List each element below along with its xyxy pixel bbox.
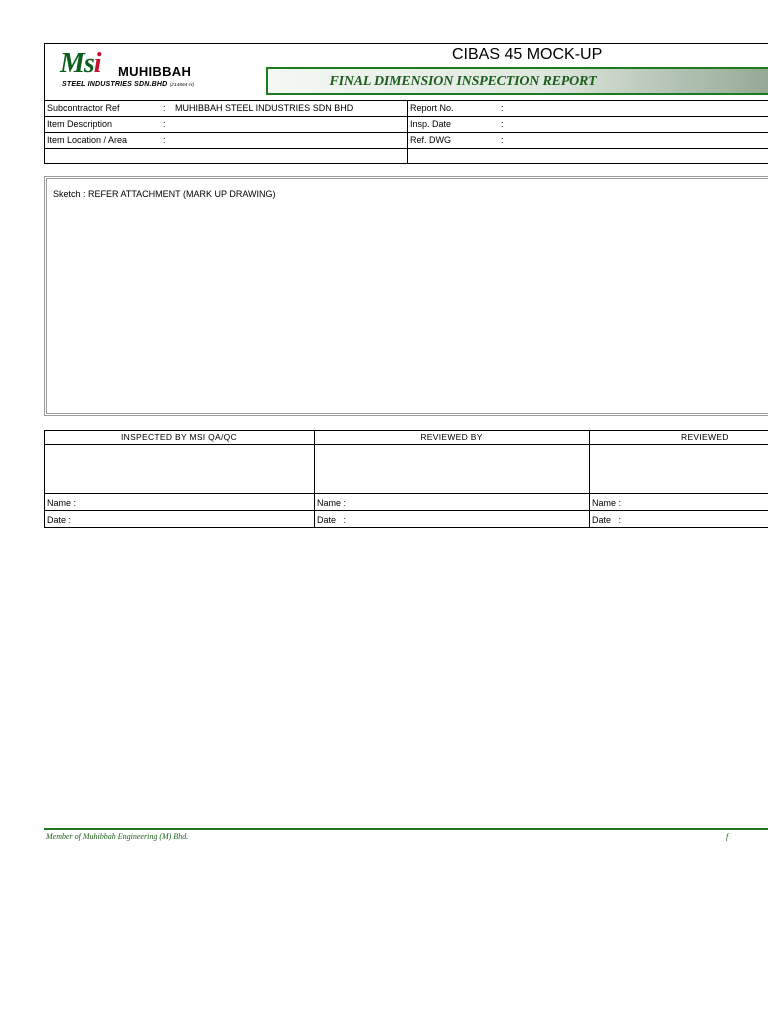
footer-page-mark: f (726, 832, 729, 841)
item-location-sep: : (163, 135, 166, 145)
reviewer-date-label: Date : (317, 515, 347, 525)
subcontractor-ref-label: Subcontractor Ref (47, 103, 120, 113)
reviewed-by-header: REVIEWED BY (420, 432, 483, 442)
report-title: FINAL DIMENSION INSPECTION REPORT (329, 74, 597, 89)
insp-date-label: Insp. Date (410, 119, 452, 129)
form-left-border (44, 43, 45, 164)
reviewer2-date-label: Date : (592, 515, 622, 525)
insp-date-sep: : (501, 119, 504, 129)
ref-dwg-sep: : (501, 135, 504, 145)
inspected-by-header: INSPECTED BY MSI QA/QC (120, 432, 238, 442)
info-row-line (44, 148, 768, 149)
info-row-line (44, 116, 768, 117)
signoff-col-divider (589, 430, 590, 527)
report-title-banner (266, 67, 768, 95)
company-subtitle: STEEL INDUSTRIES SDN.BHD (214864-H) (62, 81, 195, 88)
signoff-name-line (44, 510, 768, 511)
project-title: CIBAS 45 MOCK-UP (452, 46, 603, 63)
info-column-divider (407, 100, 408, 163)
logo-mark: Msi (60, 48, 101, 79)
info-row-line (44, 100, 768, 101)
subcontractor-ref-sep: : (163, 103, 166, 113)
company-name: MUHIBBAH (118, 64, 192, 79)
signoff-col-divider (314, 430, 315, 527)
ref-dwg-label: Ref. DWG (410, 135, 452, 145)
inspector-date-label: Date : (47, 515, 72, 525)
signoff-header-line (44, 444, 768, 445)
signoff-left-border (44, 430, 45, 527)
reviewer-name-label: Name : (317, 498, 347, 508)
item-description-label: Item Description (47, 119, 113, 129)
footer-member-text: Member of Muhibbah Engineering (M) Bhd. (46, 832, 189, 841)
signoff-bottom-line (44, 527, 768, 528)
item-description-sep: : (163, 119, 166, 129)
signoff-top-line (44, 430, 768, 431)
subcontractor-ref-value: MUHIBBAH STEEL INDUSTRIES SDN BHD (175, 103, 354, 113)
info-bottom-line (44, 163, 768, 164)
company-logo (60, 48, 101, 80)
item-location-label: Item Location / Area (47, 135, 128, 145)
info-row-line (44, 132, 768, 133)
footer-rule (44, 828, 768, 830)
report-no-sep: : (501, 103, 504, 113)
sketch-area (44, 176, 768, 416)
reviewer2-name-label: Name : (592, 498, 622, 508)
reviewed-header: REVIEWED (681, 432, 729, 442)
header-top-border (44, 43, 768, 44)
inspector-name-label: Name : (47, 498, 77, 508)
report-no-label: Report No. (410, 103, 454, 113)
sketch-label: Sketch : REFER ATTACHMENT (MARK UP DRAWING) (53, 189, 276, 199)
signoff-sign-line (44, 493, 768, 494)
